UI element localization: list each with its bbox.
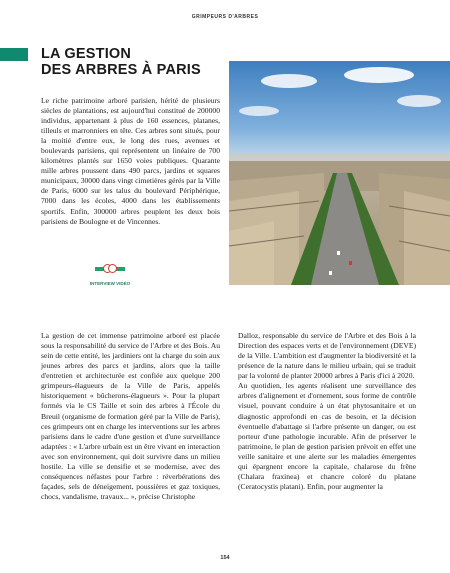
page-title bbox=[41, 46, 201, 78]
body-paragraph: La gestion de cet immense patrimoine arboré est placée sous la responsabilité du service de l'Arbre et des Bois. Au sein de cette entité, les jardiniers ont la charge du soin aux jeunes arbres des parcs et jardins, alors que la taille d'entretien et architecturée est confiée aux quelque 200 grimpeurs-élagueurs de la Ville de Paris, appelés historiquement « bûcherons-élagueurs ». Pour la plupart formés via le CS Taille et soin des arbres à l'École du Breuil (organisme de formation géré par la Ville de Paris), ces grimpeurs ont en charge les interventions sur les arbres parisiens dans le cadre d'une gestion et d'une surveillance adaptées : « L'arbre urbain est un être vivant en interaction avec son environnement, qui doit survivre dans un milieu hostile. La ville se densifie et se modernise, avec des conséquences néfastes pour l'arbre : réverbérations des façades, sels de déneigement, poussières et gaz toxiques, chocs, vandalisme, travaux... », précise Christophe bbox=[41, 331, 220, 501]
running-head: GRIMPEURS D'ARBRES bbox=[191, 14, 259, 20]
title-line-2: DES ARBRES À PARIS bbox=[41, 62, 201, 78]
body-column-1 bbox=[41, 331, 220, 502]
body-paragraph: Au quotidien, les agents réalisent une surveillance des arbres d'alignement et d'ornement, sous forme de contrôle visuel, pouvant conduire à un état phytosanitaire et un diagnostic approfondi en cas de besoin, et la décision éventuelle d'abattage si l'arbre présente un danger, ou est porteur d'une pathologie incurable. Afin de préserver le patrimoine, le plan de gestion parisien prévoit en effet une veille sanitaire et une alerte sur les maladies émergentes qui épargnent encore la capitale, chalarose du frêne (Chalara fraxinea) et chancre coloré du platane (Ceratocystis platani). Enfin, pour augmenter la bbox=[238, 381, 416, 491]
interview-video-label: INTERVIEW VIDÉO bbox=[89, 281, 131, 286]
body-paragraph: Dalloz, responsable du service de l'Arbre et des Bois à la Direction des espaces verts et de l'environnement (DEVE) de la Ville. L'ambition est d'augmenter la biodiversité et la présence de la nature dans le milieu urbain, qui se traduit par la volonté de planter 20000 arbres à Paris d'ici à 2020. bbox=[238, 331, 416, 381]
title-line-1: LA GESTION bbox=[41, 46, 132, 62]
body-column-2 bbox=[238, 331, 416, 492]
interview-video-link[interactable] bbox=[88, 262, 132, 286]
accent-bar bbox=[0, 48, 28, 61]
video-badge-icon bbox=[95, 263, 125, 275]
intro-paragraph: Le riche patrimoine arboré parisien, hérité de plusieurs siècles de plantations, est aujourd'hui constitué de 200000 individus, appartenant à plus de 160 essences, platanes, tilleuls et marronniers en tête. Ces arbres sont situés, pour la moitié d'entre eux, le long des rues, avenues et boulevards parisiens, qui représentent un linéaire de 700 kilomètres plantés sur 1650 voies publiques. Quarante mille arbres poussent dans 490 parcs, jardins et squares municipaux, 30000 dans vingt cimetières gérés par la Ville de Paris, 6000 sur les talus du boulevard Périphérique, 7000 dans les écoles, 4000 dans les établissements sportifs. Enfin, 300000 arbres peuplent les deux bois parisiens de Boulogne et de Vincennes. bbox=[41, 96, 220, 226]
paris-aerial-photo bbox=[229, 61, 450, 285]
page-number: 154 bbox=[220, 555, 230, 561]
